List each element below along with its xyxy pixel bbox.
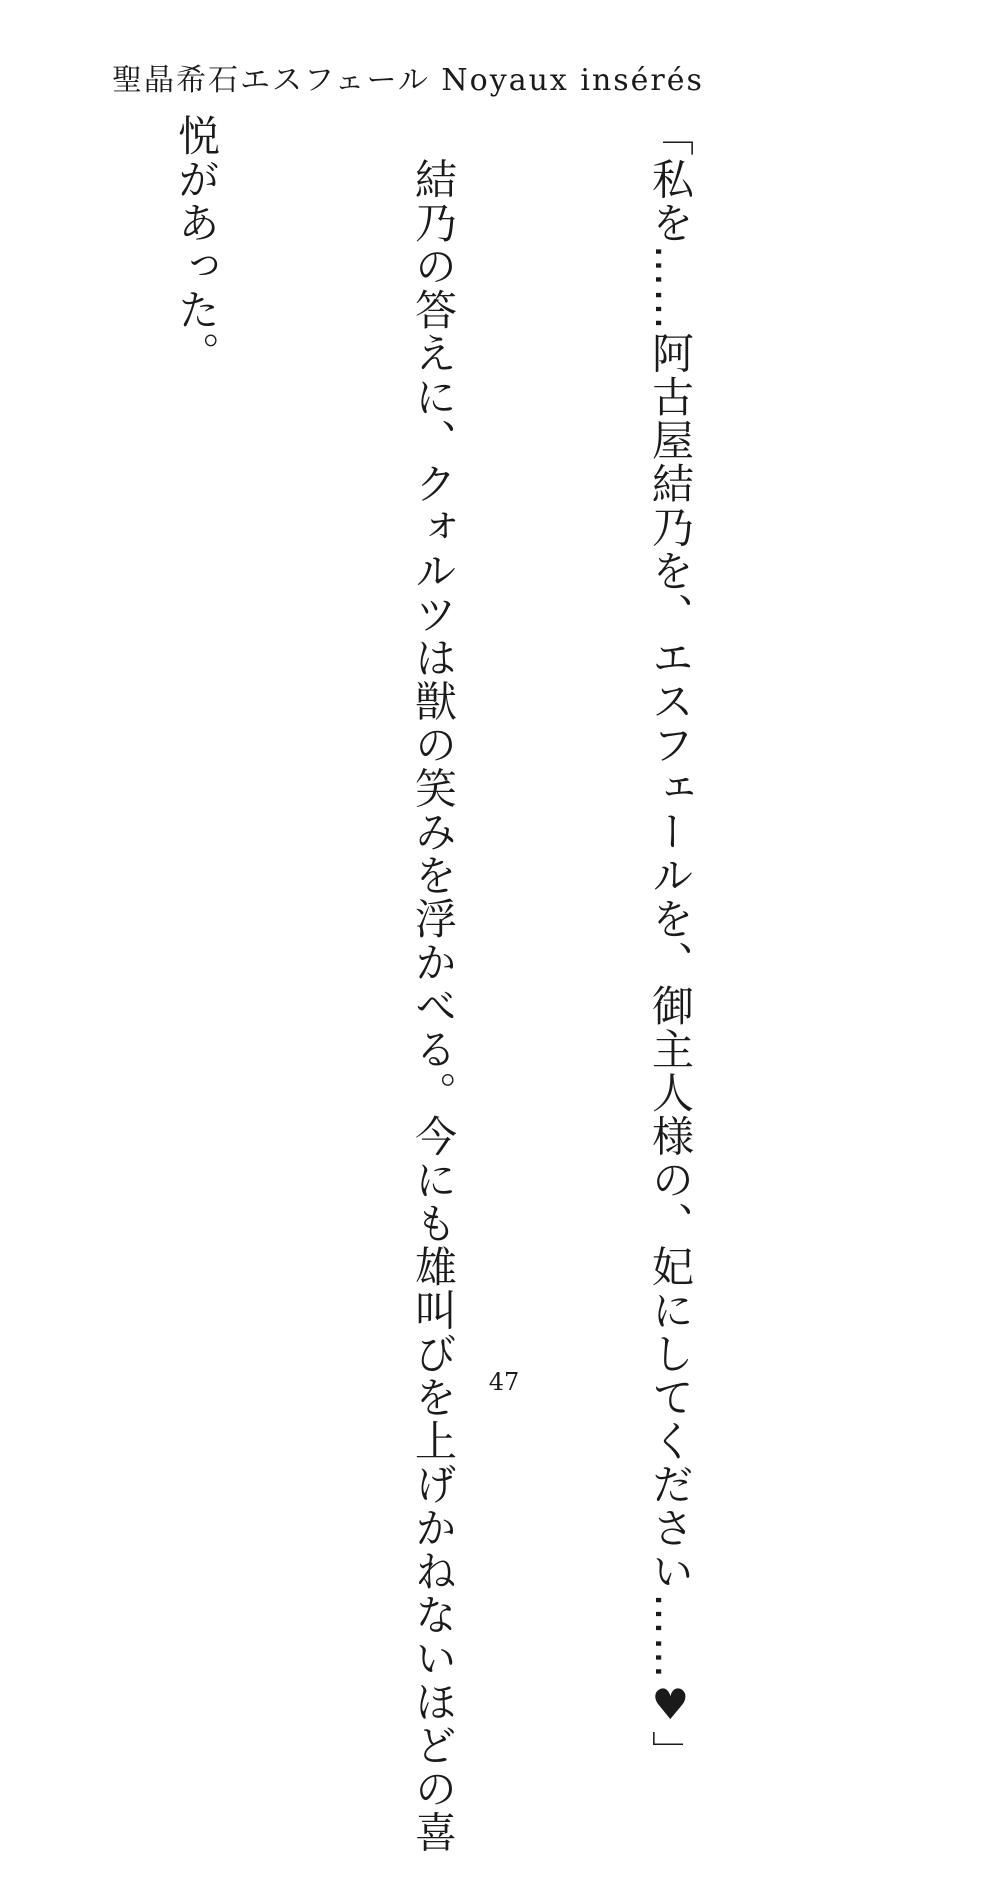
page-number: 47 — [488, 1368, 520, 1396]
running-header: 聖晶希石エスフェール Noyaux insérés — [112, 63, 704, 98]
body-text — [0, 114, 868, 1854]
text-line: 悦があった。 — [172, 114, 221, 375]
text-line: 「私を……阿古屋結乃を、エスフェールを、御主人様の、妃にしてください……♥」 — [646, 114, 695, 1774]
text-line: 結乃の答えに、クォルツは獣の笑みを浮かべる。今にも雄叫びを上げかねないほどの喜 — [409, 114, 458, 1854]
